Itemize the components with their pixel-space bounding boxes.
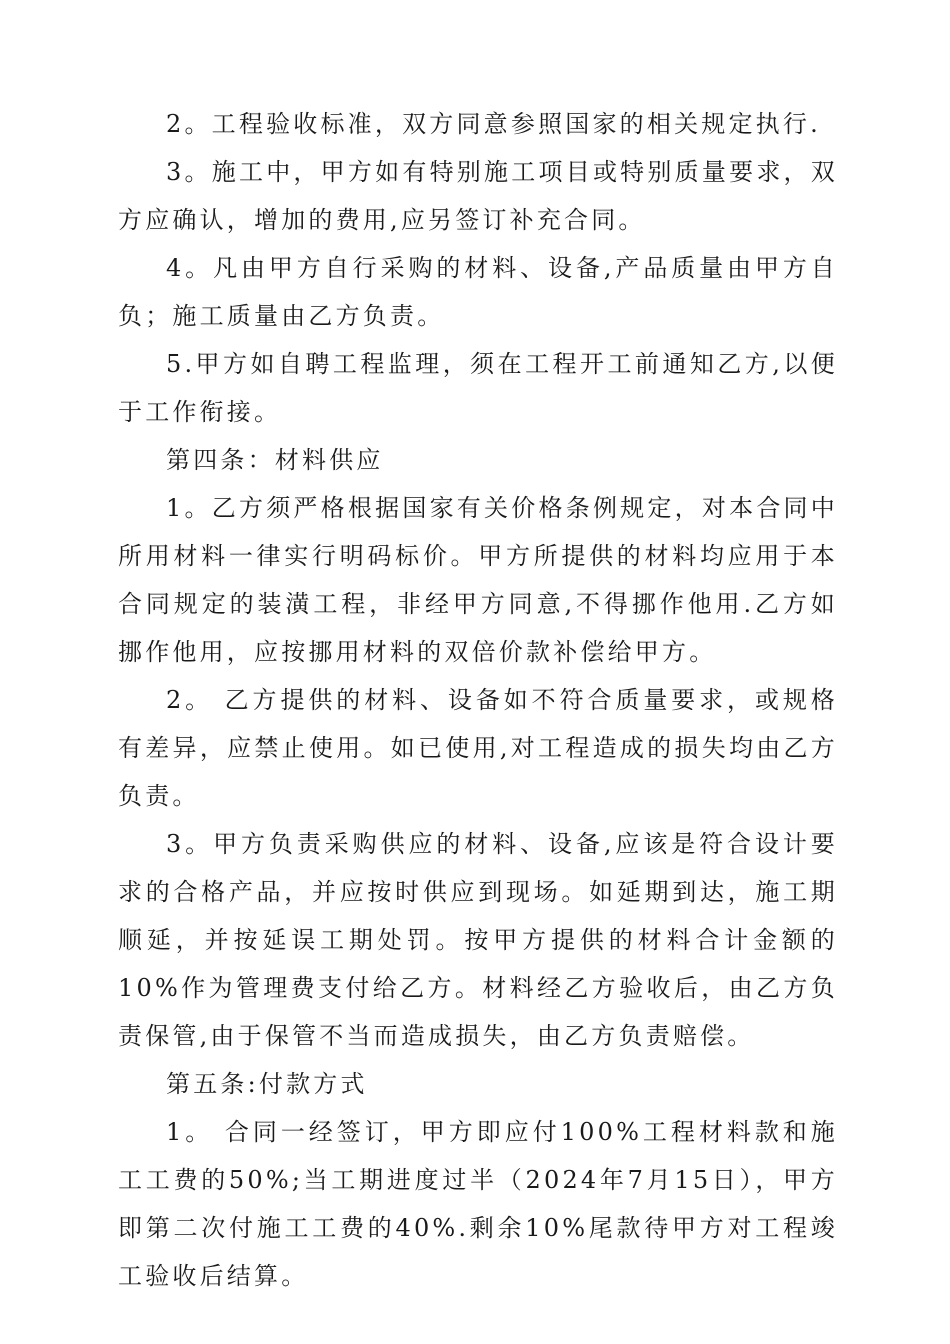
section-heading-payment-method: 第五条:付款方式 [166, 1070, 368, 1098]
paragraph-substandard-materials: 2。 乙方提供的材料、设备如不符合质量要求，或规格有差异，应禁止使用。如已使用,对工程造成的损失均由乙方负责。 [118, 686, 838, 810]
paragraph-material-pricing: 1。乙方须严格根据国家有关价格条例规定，对本合同中所用材料一律实行明码标价。甲方所提供的材料均应用于本合同规定的装潢工程，非经甲方同意,不得挪作他用.乙方如挪作他用，应按挪用材料的双倍价款补偿给甲方。 [118, 494, 838, 666]
section-heading-material-supply: 第四条：材料供应 [166, 446, 384, 474]
paragraph-party-a-procurement: 3。甲方负责采购供应的材料、设备,应该是符合设计要求的合格产品，并应按时供应到现场。如延期到达，施工期顺延，并按延误工期处罚。按甲方提供的材料合计金额的10%作为管理费支付给乙方。材料经乙方验收后，由乙方负责保管,由于保管不当而造成损失，由乙方负责赔偿。 [118, 830, 838, 1050]
paragraph-acceptance-standard: 2。工程验收标准，双方同意参照国家的相关规定执行. [166, 110, 821, 138]
paragraph-payment-schedule: 1。 合同一经签订，甲方即应付100%工程材料款和施工工费的50%;当工期进度过半（2024年7月15日），甲方即第二次付施工工费的40%.剩余10%尾款待甲方对工程竣工验收后结算。 [118, 1118, 838, 1290]
paragraph-self-purchased-materials: 4。凡由甲方自行采购的材料、设备,产品质量由甲方自负；施工质量由乙方负责。 [118, 254, 838, 330]
paragraph-supervision: 5.甲方如自聘工程监理，须在工程开工前通知乙方,以便于工作衔接。 [118, 350, 838, 426]
document-body [118, 100, 838, 1300]
paragraph-special-requirements: 3。施工中，甲方如有特别施工项目或特别质量要求，双方应确认，增加的费用,应另签订补充合同。 [118, 158, 838, 234]
